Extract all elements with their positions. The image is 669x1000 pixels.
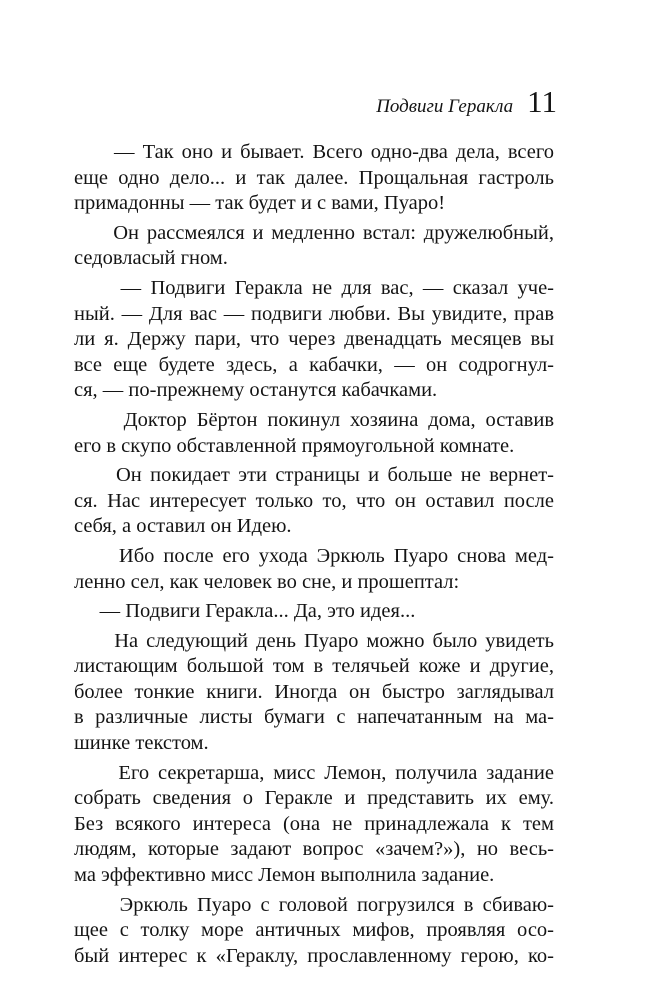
paragraph xyxy=(74,599,554,625)
text-line: все еще будете здесь, а кабачки, — он содрогнул- xyxy=(74,353,554,376)
paragraph xyxy=(74,140,554,217)
text-line: листающим большой том в телячьей коже и другие, xyxy=(74,655,554,678)
paragraph xyxy=(74,761,554,889)
text-line: щее с толку море античных мифов, проявляя осо- xyxy=(74,919,554,942)
text-line: Без всякого интереса (она не принадлежала к тем xyxy=(74,812,554,835)
text-line: Он покидает эти страницы и больше не вернет- xyxy=(74,464,554,487)
text-line: — Подвиги Геракла не для вас, — сказал уче- xyxy=(74,276,554,299)
text-line: седовласый гном. xyxy=(74,247,228,270)
running-title: Подвиги Геракла xyxy=(376,96,514,117)
text-line: ный. — Для вас — подвиги любви. Вы увидите, прав xyxy=(74,302,554,325)
text-line: Ибо после его ухода Эркюль Пуаро снова мед- xyxy=(74,544,554,567)
page-number: 11 xyxy=(527,84,557,119)
text-line: Эркюль Пуаро с головой погрузился в сбиваю- xyxy=(74,893,554,916)
text-line: примадонны — так будет и с вами, Пуаро! xyxy=(74,192,446,215)
page-header xyxy=(376,84,557,120)
paragraph xyxy=(74,408,554,459)
paragraph xyxy=(74,629,554,757)
text-line: его в скупо обставленной прямоугольной комнате. xyxy=(74,434,515,457)
text-line: бый интерес к «Гераклу, прославленному герою, ко- xyxy=(74,944,554,967)
paragraph xyxy=(74,544,554,595)
text-line: — Так оно и бывает. Всего одно-два дела, всего xyxy=(74,141,554,163)
text-line: Его секретарша, мисс Лемон, получила задание xyxy=(74,761,554,784)
body-text xyxy=(74,140,554,973)
text-line: ся. Нас интересует только то, что он оставил после xyxy=(74,489,554,512)
text-line: еще одно дело... и так далее. Прощальная гастроль xyxy=(74,166,554,189)
text-line: более тонкие книги. Иногда он быстро заглядывал xyxy=(74,680,554,703)
text-line: ся, — по-прежнему останутся кабачками. xyxy=(74,379,438,402)
text-line: ма эффективно мисс Лемон выполнила задание. xyxy=(74,864,495,887)
text-line: Он рассмеялся и медленно встал: дружелюбный, xyxy=(74,221,554,244)
paragraph xyxy=(74,221,554,272)
text-line: людям, которые задают вопрос «зачем?»), но весь- xyxy=(74,838,554,861)
paragraph xyxy=(74,893,554,970)
text-line: себя, а оставил он Идею. xyxy=(74,515,292,538)
text-line: ленно сел, как человек во сне, и прошептал: xyxy=(74,570,460,593)
paragraph xyxy=(74,463,554,540)
text-line: — Подвиги Геракла... Да, это идея... xyxy=(74,600,416,623)
text-line: собрать сведения о Геракле и представить их ему. xyxy=(74,787,554,810)
text-line: шинке текстом. xyxy=(74,732,209,755)
text-line: в различные листы бумаги с напечатанным на ма- xyxy=(74,706,554,729)
text-line: На следующий день Пуаро можно было увидеть xyxy=(74,629,554,652)
text-line: Доктор Бёртон покинул хозяина дома, оставив xyxy=(74,408,554,431)
text-line: ли я. Держу пари, что через двенадцать месяцев вы xyxy=(74,328,554,351)
paragraph xyxy=(74,276,554,404)
